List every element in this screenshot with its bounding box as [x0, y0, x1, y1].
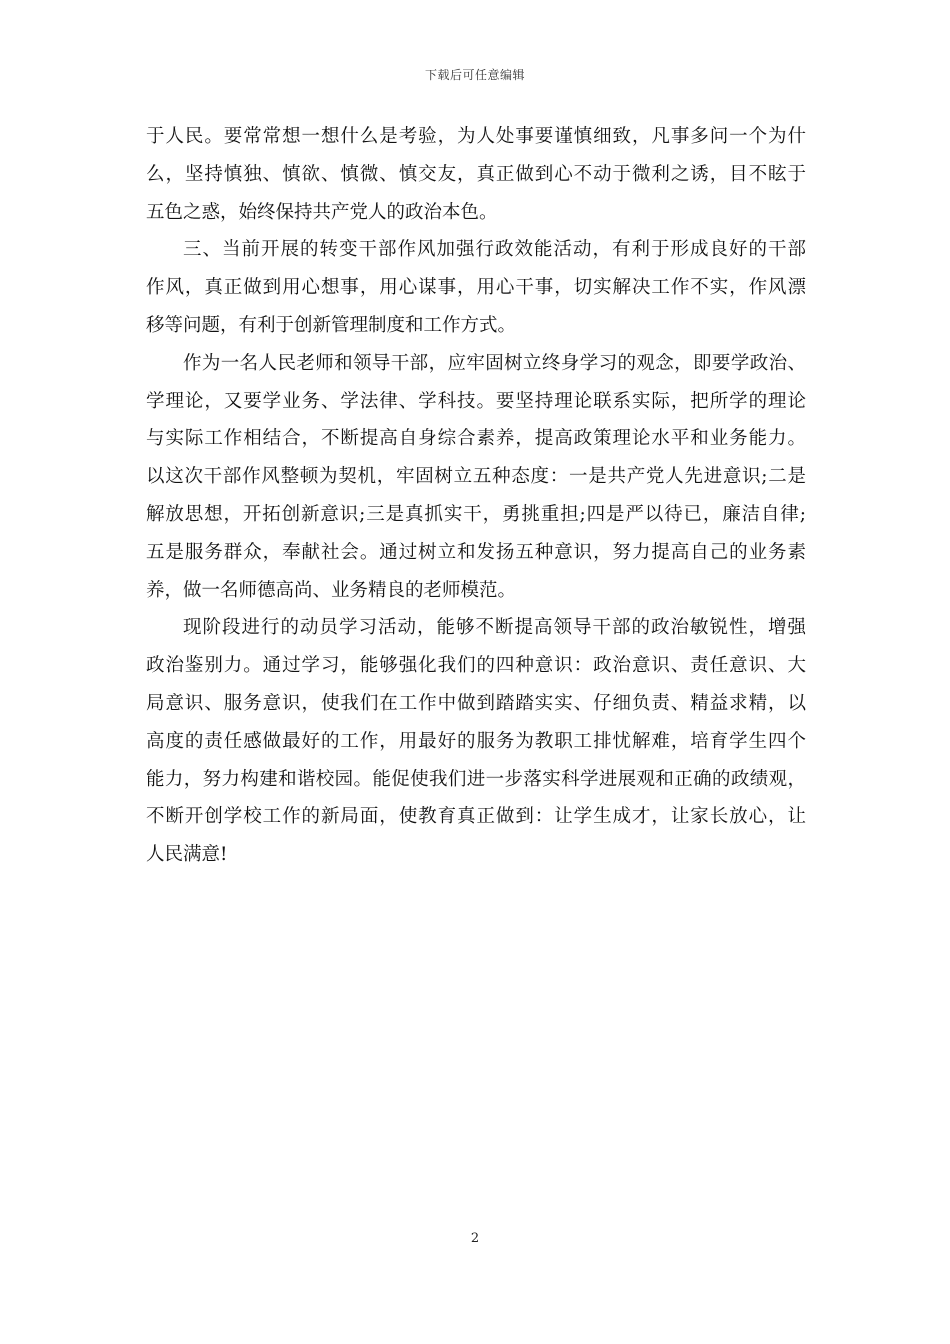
- text-line: 作为一名人民老师和领导干部，应牢固树立终身学习的观念，即要学政治、: [183, 352, 806, 374]
- text-line: 么，坚持慎独、慎欲、慎微、慎交友，真正做到心不动于微利之诱，目不眩于: [146, 163, 806, 185]
- text-line: 不断开创学校工作的新局面，使教育真正做到：让学生成才，让家长放心，让: [146, 806, 806, 828]
- text-line: 于人民。要常常想一想什么是考验，为人处事要谨慎细致，凡事多问一个为什: [146, 126, 806, 147]
- text-line: 解放思想，开拓创新意识;三是真抓实干，勇挑重担;四是严以待已，廉洁自律;: [146, 503, 806, 525]
- text-line: 与实际工作相结合，不断提高自身综合素养，提高政策理论水平和业务能力。: [146, 428, 806, 450]
- paragraph: [146, 118, 806, 231]
- paragraph: [146, 345, 806, 610]
- text-line: 局意识、服务意识，使我们在工作中做到踏踏实实、仔细负责、精益求精，以: [146, 692, 806, 714]
- text-line: 人民满意!: [146, 844, 228, 866]
- text-line: 移等问题，有利于创新管理制度和工作方式。: [146, 314, 517, 336]
- text-line: 以这次干部作风整顿为契机，牢固树立五种态度：一是共产党人先进意识;二是: [146, 466, 806, 488]
- text-line: 能力，努力构建和谐校园。能促使我们进一步落实科学进展观和正确的政绩观，: [146, 768, 806, 790]
- text-line: 学理论，又要学业务、学法律、学科技。要坚持理论联系实际，把所学的理论: [146, 390, 806, 412]
- text-line: 作风，真正做到用心想事，用心谋事，用心干事，切实解决工作不实，作风漂: [146, 277, 806, 299]
- paragraph: [146, 231, 806, 344]
- text-line: 五是服务群众，奉献社会。通过树立和发扬五种意识，努力提高自己的业务素: [146, 541, 806, 563]
- text-line: 三、当前开展的转变干部作风加强行政效能活动，有利于形成良好的干部: [183, 239, 806, 261]
- body-text: [146, 118, 806, 874]
- text-line: 政治鉴别力。通过学习，能够强化我们的四种意识：政治意识、责任意识、大: [146, 655, 806, 677]
- text-line: 五色之惑，始终保持共产党人的政治本色。: [146, 201, 498, 223]
- header-note: 下载后可任意编辑: [424, 68, 525, 82]
- text-line: 高度的责任感做最好的工作，用最好的服务为教职工排忧解难，培育学生四个: [146, 730, 806, 752]
- page-number: 2: [470, 1231, 480, 1246]
- paragraph: [146, 609, 806, 874]
- text-line: 现阶段进行的动员学习活动，能够不断提高领导干部的政治敏锐性，增强: [183, 617, 806, 639]
- text-line: 养，做一名师德高尚、业务精良的老师模范。: [146, 579, 517, 601]
